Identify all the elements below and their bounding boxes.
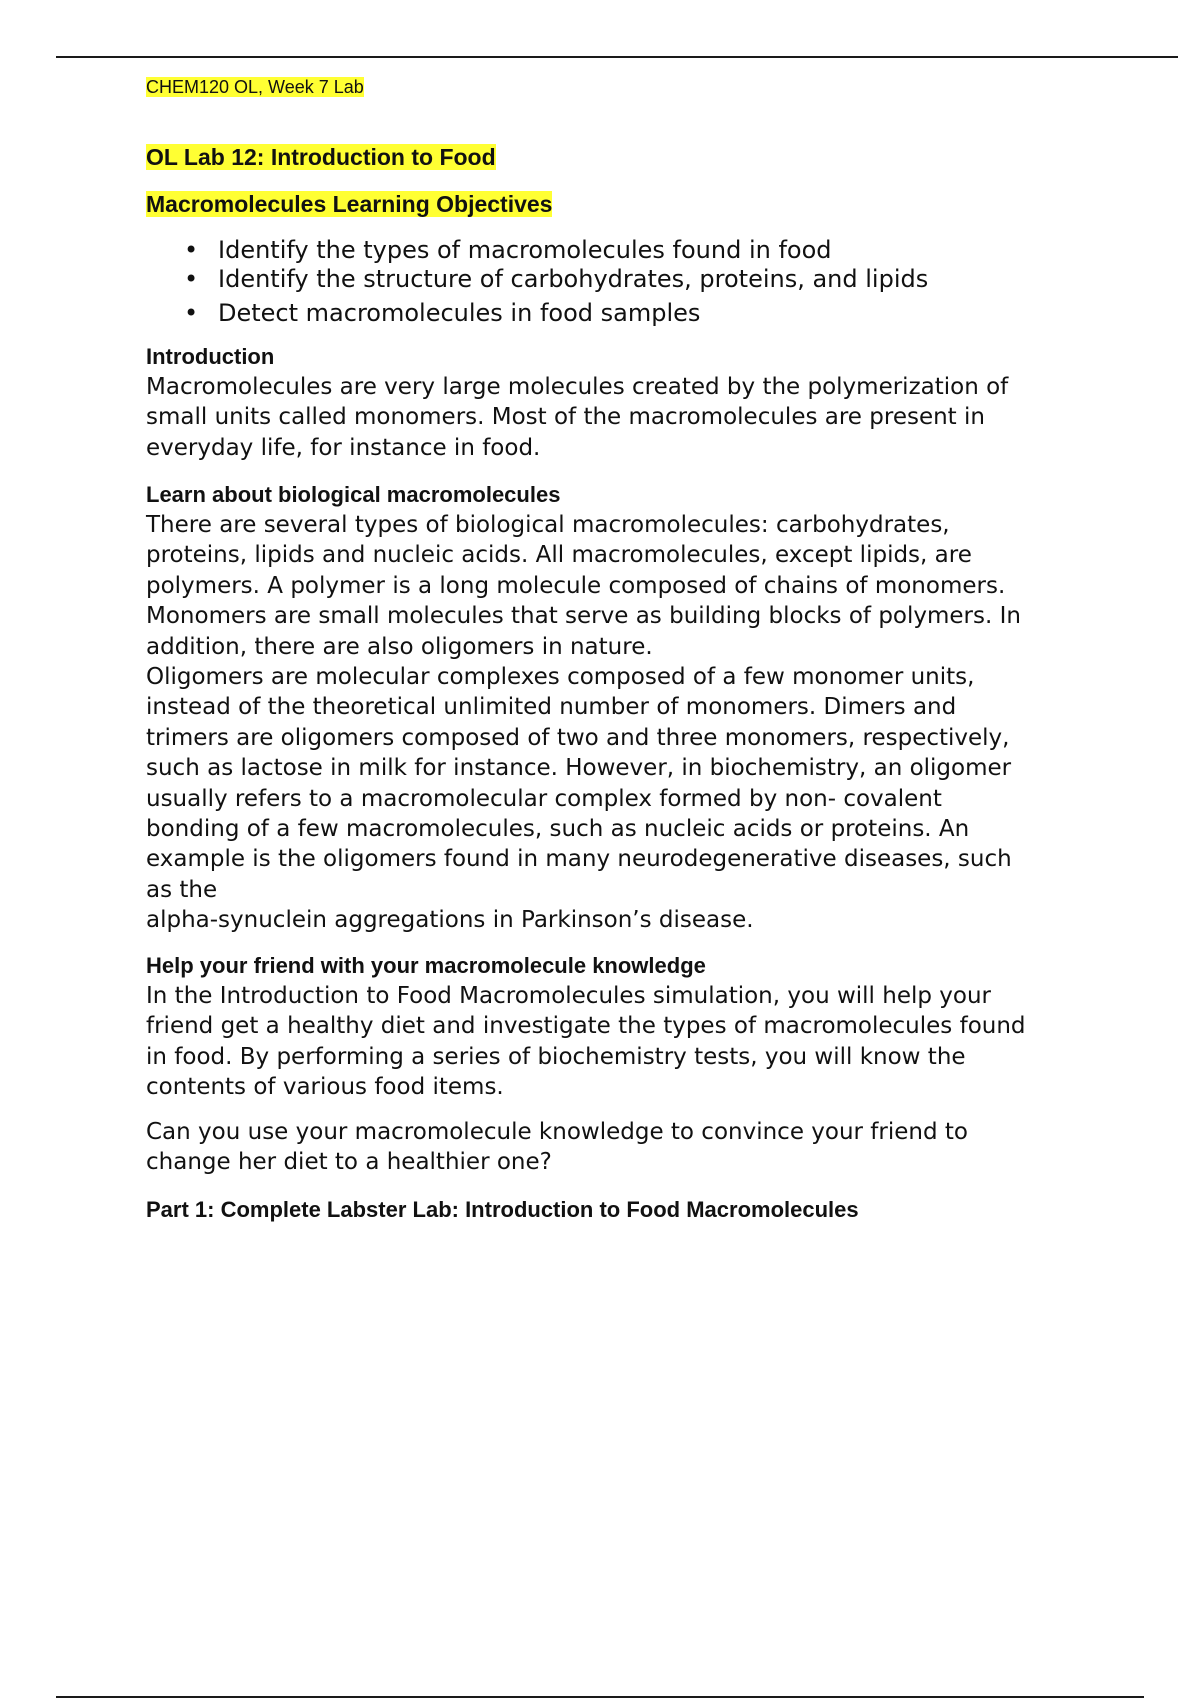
- lab-title-line2-text: Macromolecules Learning Objectives: [146, 191, 553, 217]
- introduction-body: Macromolecules are very large molecules created by the polymerization of small units called monomers. Most of the macromolecules are present in everyday life, for instance in food.: [146, 374, 1009, 461]
- help-friend-section: [146, 951, 1096, 1103]
- biological-macromolecules-heading: Learn about biological macromolecules: [146, 482, 561, 507]
- biological-macromolecules-body: There are several types of biological macromolecules: carbohydrates, proteins, lipids and nucleic acids. All macromolecules, except lipids, are polymers. A polymer is a long molecule composed of chains of monomers. Monomers are small molecules that serve as building blocks of polymers. In addition, there are also oligomers in nature. Oligomers are molecular complexes composed of a few monomer units, instead of the theoretical unlimited number of monomers. Dimers and trimers are oligomers composed of two and three monomers, respectively, such as lactose in milk for instance. However, in biochemistry, an oligomer usually refers to a macromolecular complex formed by non- covalent bonding of a few macromolecules, such as nucleic acids or proteins. An example is the oligomers found in many neurodegenerative diseases, such as the alpha-synuclein aggregations in Parkinson’s disease.: [146, 512, 1021, 934]
- lab-title-line1: [146, 142, 496, 172]
- question-section: [146, 1117, 1096, 1178]
- lab-title-line2: [146, 189, 552, 219]
- help-friend-heading: Help your friend with your macromolecule knowledge: [146, 953, 706, 978]
- part1-section: [146, 1195, 1096, 1225]
- objective-item: • Identify the types of macromolecules found in food: [146, 236, 928, 265]
- bottom-rule: [56, 1696, 1144, 1698]
- lab-title-line1-text: OL Lab 12: Introduction to Food: [146, 144, 496, 170]
- introduction-heading: Introduction: [146, 344, 275, 369]
- question-text: Can you use your macromolecule knowledge to convince your friend to change her diet to a healthier one?: [146, 1119, 968, 1176]
- course-header: [146, 74, 364, 100]
- part1-heading: Part 1: Complete Labster Lab: Introduction to Food Macromolecules: [146, 1197, 859, 1222]
- top-rule: [56, 56, 1178, 58]
- biological-macromolecules-section: [146, 480, 1096, 936]
- help-friend-body: In the Introduction to Food Macromolecules simulation, you will help your friend get a healthy diet and investigate the types of macromolecules found in food. By performing a series of biochemistry tests, you will know the contents of various food items.: [146, 983, 1026, 1101]
- objective-item: • Detect macromolecules in food samples: [146, 299, 928, 328]
- objective-item: • Identify the structure of carbohydrates, proteins, and lipids: [146, 265, 928, 294]
- learning-objectives-list: [146, 236, 928, 328]
- course-header-text: CHEM120 OL, Week 7 Lab: [146, 77, 364, 97]
- introduction-section: [146, 342, 1096, 463]
